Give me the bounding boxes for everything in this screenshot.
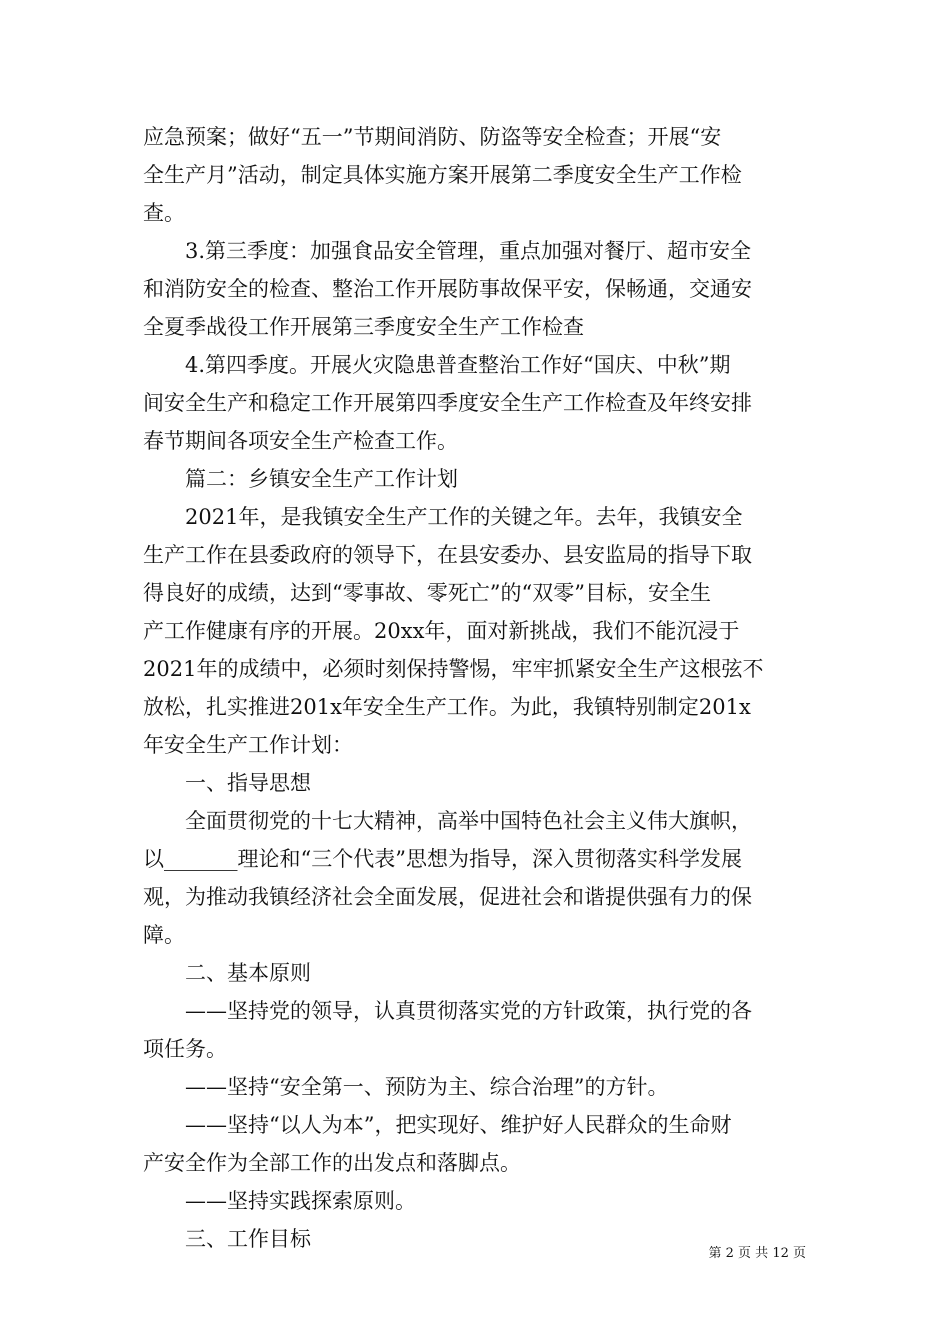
text-line: ——坚持“以人为本”，把实现好、维护好人民群众的生命财 <box>143 1113 732 1137</box>
text-line: 年安全生产工作计划： <box>143 733 353 757</box>
text-line: ——坚持实践探索原则。 <box>143 1189 416 1213</box>
text-line: 全生产月”活动，制定具体实施方案开展第二季度安全生产工作检 <box>143 163 742 187</box>
text-line: 4.第四季度。开展火灾隐患普查整治工作好“国庆、中秋”期 <box>143 353 731 377</box>
text-line: 以_______理论和“三个代表”思想为指导，深入贯彻落实科学发展 <box>143 847 742 871</box>
text-line: 观，为推动我镇经济社会全面发展，促进社会和谐提供强有力的保 <box>143 885 752 909</box>
text-line: 产安全作为全部工作的出发点和落脚点。 <box>143 1151 521 1175</box>
text-line: 障。 <box>143 923 185 947</box>
text-line: ——坚持“安全第一、预防为主、综合治理”的方针。 <box>143 1075 669 1099</box>
text-line: 产工作健康有序的开展。20xx年，面对新挑战，我们不能沉浸于 <box>143 619 740 643</box>
section-heading: 三、工作目标 <box>143 1227 311 1251</box>
text-line: 全夏季战役工作开展第三季度安全生产工作检查 <box>143 315 584 339</box>
page-number-footer: 第 2 页 共 12 页 <box>708 1246 806 1261</box>
text-line: 2021年，是我镇安全生产工作的关键之年。去年，我镇安全 <box>143 505 743 529</box>
text-line: 应急预案；做好“五一”节期间消防、防盗等安全检查；开展“安 <box>143 125 722 149</box>
section-heading: 一、指导思想 <box>143 771 311 795</box>
text-line: ——坚持党的领导，认真贯彻落实党的方针政策，执行党的各 <box>143 999 752 1023</box>
text-line: 间安全生产和稳定工作开展第四季度安全生产工作检查及年终安排 <box>143 391 752 415</box>
text-line: 放松，扎实推进201x年安全生产工作。为此，我镇特别制定201x <box>143 695 751 719</box>
section-heading: 二、基本原则 <box>143 961 311 985</box>
text-line: 查。 <box>143 201 185 225</box>
text-line: 2021年的成绩中，必须时刻保持警惕，牢牢抓紧安全生产这根弦不 <box>143 657 764 681</box>
text-line: 项任务。 <box>143 1037 227 1061</box>
text-line: 得良好的成绩，达到“零事故、零死亡”的“双零”目标，安全生 <box>143 581 711 605</box>
text-line: 和消防安全的检查、整治工作开展防事故保平安，保畅通，交通安 <box>143 277 752 301</box>
text-line: 生产工作在县委政府的领导下，在县安委办、县安监局的指导下取 <box>143 543 752 567</box>
section-heading: 篇二：乡镇安全生产工作计划 <box>143 467 458 491</box>
text-line: 春节期间各项安全生产检查工作。 <box>143 429 458 453</box>
text-line: 3.第三季度：加强食品安全管理，重点加强对餐厅、超市安全 <box>143 239 752 263</box>
text-line: 全面贯彻党的十七大精神，高举中国特色社会主义伟大旗帜， <box>143 809 752 833</box>
document-body <box>143 118 807 1258</box>
